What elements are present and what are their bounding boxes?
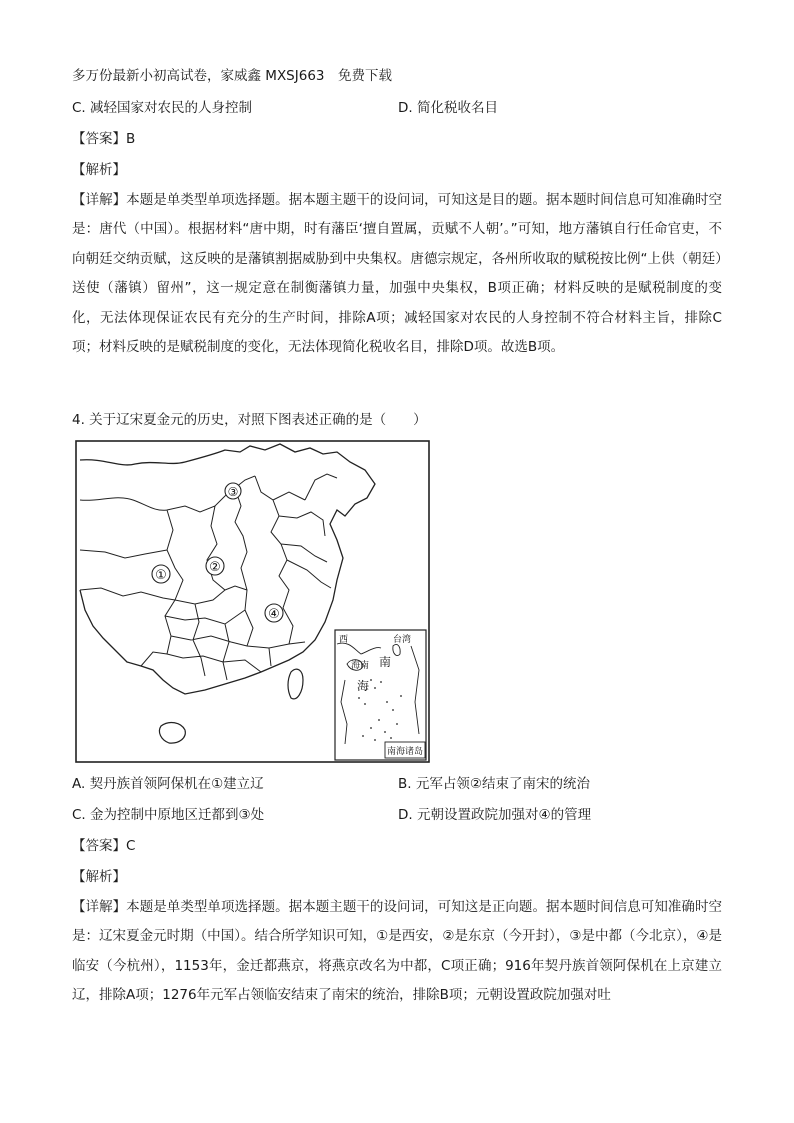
q3-option-d: D. 简化税收名目 xyxy=(398,100,498,116)
header-note: 多万份最新小初高试卷，家威鑫 MXSJ663 免费下载 xyxy=(72,68,393,84)
q4-option-d: D. 元朝设置政院加强对④的管理 xyxy=(398,807,592,823)
inset-label-taiwan: 台湾 xyxy=(393,635,412,645)
q3-analysis-heading: 【解析】 xyxy=(72,162,126,178)
q4-option-c: C. 金为控制中原地区迁都到③处 xyxy=(72,807,265,823)
q3-option-c: C. 减轻国家对农民的人身控制 xyxy=(72,100,253,116)
inset-label-hai: 海 xyxy=(357,679,370,693)
inset-label-nan: 南 xyxy=(379,655,392,669)
inset-label-west: 西 xyxy=(339,635,349,645)
marker-1: ① xyxy=(155,568,167,583)
q4-answer: 【答案】C xyxy=(72,838,136,854)
q4-analysis-heading: 【解析】 xyxy=(72,869,126,885)
inset-label-hainan: 海南 xyxy=(351,661,370,671)
south-china-sea-inset xyxy=(335,630,426,760)
q3-answer: 【答案】B xyxy=(72,131,136,147)
marker-4: ④ xyxy=(268,607,280,622)
q4-question-stem: 4. 关于辽宋夏金元的历史，对照下图表述正确的是（ ） xyxy=(72,412,427,428)
map-figure xyxy=(75,440,430,763)
china-map-svg xyxy=(75,440,430,763)
marker-2: ② xyxy=(209,560,221,575)
q4-option-b: B. 元军占领②结束了南宋的统治 xyxy=(398,776,590,792)
marker-3: ③ xyxy=(227,485,239,499)
inset-label-islands: 南海诸岛 xyxy=(387,747,424,757)
q4-option-a: A. 契丹族首领阿保机在①建立辽 xyxy=(72,776,264,792)
q4-detail-paragraph: 【详解】本题是单类型单项选择题。据本题主题干的设问词，可知这是正向题。据本题时间信息可知准确时空是：辽宋夏金元时期（中国）。结合所学知识可知，①是西安，②是东京（今开封），③是中都（今北京），④是临安（今杭州），1153年，金迁都燕京，将燕京改名为中都，C项正确；916年契丹族首领阿保机在上京建立辽，排除A项；1276年元军占领临安结束了南宋的统治，排除B项；元朝设置政院加强对吐 xyxy=(72,899,722,1004)
q3-detail-paragraph: 【详解】本题是单类型单项选择题。据本题主题干的设问词，可知这是目的题。据本题时间信息可知准确时空是：唐代（中国）。根据材料“唐中期，时有藩臣‘擅自置属，贡赋不人朝’。”可知，地方藩镇自行任命官吏，不向朝廷交纳贡赋，这反映的是藩镇割据威胁到中央集权。唐德宗规定，各州所收取的赋税按比例“上供（朝廷）送使（藩镇）留州”，这一规定意在制衡藩镇力量，加强中央集权，B项正确；材料反映的是赋税制度的变化，无法体现保证农民有充分的生产时间，排除A项；减轻国家对农民的人身控制不符合材料主旨，排除C项；材料反映的是赋税制度的变化，无法体现简化税收名目，排除D项。故选B项。 xyxy=(72,192,722,356)
